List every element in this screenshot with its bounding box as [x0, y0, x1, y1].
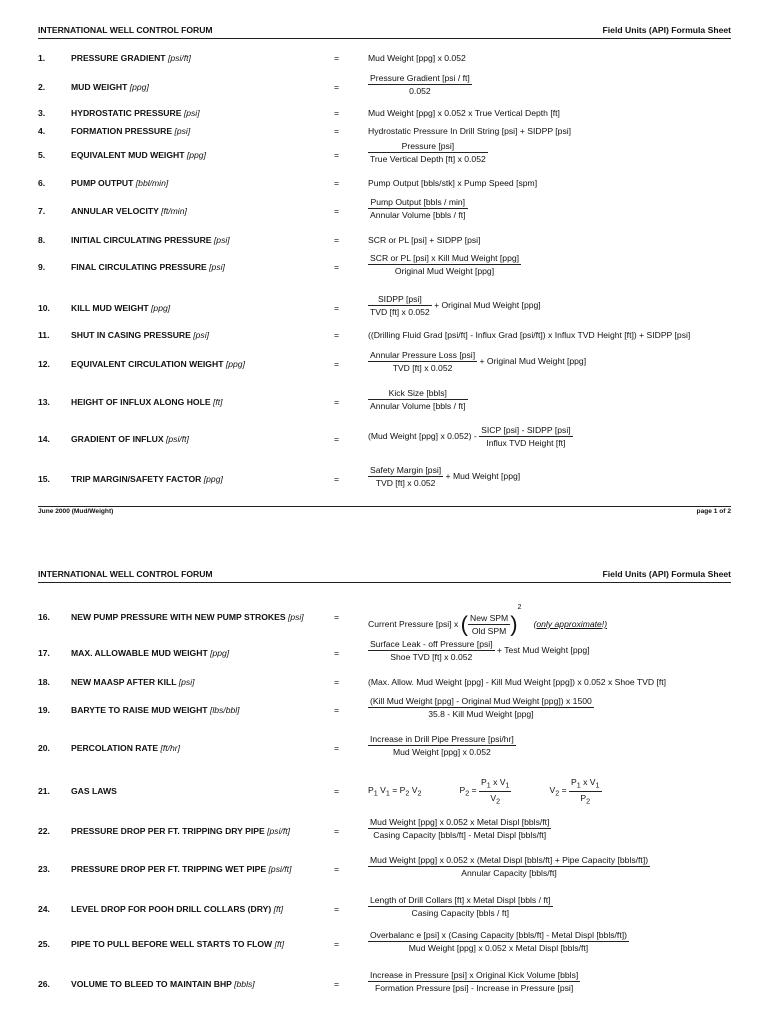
formula-number: 13.: [38, 397, 50, 407]
equals-sign: =: [334, 434, 340, 444]
denominator: Annular Volume [bbls / ft]: [370, 401, 466, 411]
formula-number: 4.: [38, 126, 46, 136]
formula-name: NEW MAASP AFTER KILL [psi]: [71, 677, 195, 687]
page-footer: [38, 506, 731, 519]
formula-name: PIPE TO PULL BEFORE WELL STARTS TO FLOW [ft]: [71, 939, 285, 949]
formula-name: TRIP MARGIN/SAFETY FACTOR [ppg]: [71, 474, 223, 484]
formula-name: EQUIVALENT MUD WEIGHT [ppg]: [71, 150, 206, 160]
formula-expression: [368, 970, 580, 993]
footer-date: June 2000 (Mud/Weight): [38, 508, 114, 515]
denominator: Mud Weight [ppg] x 0.052 x Metal Displ [bbls/ft]: [408, 943, 589, 953]
formula-unit: [ppg]: [151, 303, 171, 313]
formula-unit: [psi]: [213, 235, 230, 245]
formula-unit: [ppg]: [186, 150, 206, 160]
denominator: Casing Capacity [bbls/ft] - Metal Displ [bbls/ft]: [373, 830, 547, 840]
formula-number: 2.: [38, 82, 46, 92]
equals-sign: =: [334, 939, 340, 949]
numerator: Safety Margin [psi]: [370, 465, 442, 475]
denominator: Old SPM: [471, 626, 507, 637]
header-org: INTERNATIONAL WELL CONTROL FORUM: [38, 25, 213, 35]
equals-sign: =: [334, 705, 340, 715]
formula-expression: [368, 895, 553, 918]
equals-sign: =: [334, 82, 340, 92]
formula-unit: [psi]: [287, 612, 304, 622]
formula-name: SHUT IN CASING PRESSURE [psi]: [71, 330, 210, 340]
formula-number: 12.: [38, 359, 50, 369]
formula-number: 17.: [38, 648, 50, 658]
fraction: [368, 734, 516, 757]
equals-sign: =: [334, 864, 340, 874]
formula-name: PRESSURE DROP PER FT. TRIPPING DRY PIPE [psi/ft]: [71, 826, 291, 836]
formula-unit: [psi]: [174, 126, 191, 136]
denominator: TVD [ft] x 0.052: [375, 478, 436, 488]
fraction: [368, 696, 594, 719]
formula-expression: [368, 817, 551, 840]
denominator: [569, 792, 602, 806]
formula-unit: [ft]: [273, 904, 284, 914]
formula-number: 5.: [38, 150, 46, 160]
denominator: Formation Pressure [psi] - Increase in Pressure [psi]: [375, 983, 574, 993]
equals-sign: =: [334, 979, 340, 989]
formula-prefix: Current Pressure [psi] x: [368, 619, 461, 629]
formula-unit: [psi]: [183, 108, 200, 118]
formula-expression: [368, 425, 573, 448]
equals-sign: =: [334, 359, 340, 369]
equals-sign: =: [334, 303, 340, 313]
gas-v2: $V_2$ = $\frac{P_1 x V_1}{P_2}$: [549, 777, 600, 806]
paren-open: (: [460, 611, 468, 637]
formula-number: 23.: [38, 864, 50, 874]
denominator: 0.052: [409, 86, 431, 96]
equals-sign: =: [334, 150, 340, 160]
numerator: New SPM: [469, 613, 509, 624]
formula-name: ANNULAR VELOCITY [ft/min]: [71, 206, 187, 216]
formula-unit: [psi/ft]: [166, 434, 189, 444]
equals-sign: =: [334, 397, 340, 407]
formula-expression: SCR or PL [psi] + SIDPP [psi]: [368, 235, 481, 245]
formula-name: FORMATION PRESSURE [psi]: [71, 126, 191, 136]
denominator: 35.8 - Kill Mud Weight [ppg]: [428, 709, 534, 719]
formula-expression: [368, 777, 602, 805]
gas-expression: $V_2$: [549, 785, 560, 799]
page-2: [38, 568, 731, 583]
formula-number: 14.: [38, 434, 50, 444]
formula-unit: [psi]: [209, 262, 225, 272]
formula-name: EQUIVALENT CIRCULATION WEIGHT [ppg]: [71, 359, 245, 369]
formula-name: HYDROSTATIC PRESSURE [psi]: [71, 108, 200, 118]
denominator: Annular Capacity [bbls/ft]: [461, 868, 557, 878]
page-header: [38, 568, 731, 583]
formula-expression: [368, 855, 650, 878]
numerator: Mud Weight [ppg] x 0.052 x (Metal Displ [bbls/ft] + Pipe Capacity [bbls/ft]): [370, 855, 649, 865]
formula-unit: [psi/ft]: [268, 864, 292, 874]
fraction: [569, 777, 602, 805]
gas-expression: $P_2$: [580, 792, 591, 806]
numerator: [479, 777, 512, 792]
fraction: [368, 895, 553, 918]
formula-number: 26.: [38, 979, 50, 989]
gas-expression: $P_1$ $V_1 = P_2$ $V_2$: [368, 785, 422, 799]
equals-sign: =: [334, 904, 340, 914]
formula-expression: [368, 253, 521, 276]
formula-name: BARYTE TO RAISE MUD WEIGHT [lbs/bbl]: [71, 705, 240, 715]
formula-name: INITIAL CIRCULATING PRESSURE [psi]: [71, 235, 230, 245]
formula-name: PRESSURE DROP PER FT. TRIPPING WET PIPE [psi/ft]: [71, 864, 292, 874]
formula-name: FINAL CIRCULATING PRESSURE [psi]: [71, 262, 225, 272]
formula-name: MUD WEIGHT [ppg]: [71, 82, 149, 92]
formula-expression: Mud Weight [ppg] x 0.052: [368, 53, 466, 63]
numerator: Increase in Pressure [psi] x Original Kick Volume [bbls]: [370, 970, 579, 980]
numerator: Surface Leak - off Pressure [psi]: [370, 639, 493, 649]
formula-name: NEW PUMP PRESSURE WITH NEW PUMP STROKES [psi]: [71, 612, 304, 622]
fraction: [368, 930, 629, 953]
equals-sign: =: [334, 612, 340, 622]
formula-number: 10.: [38, 303, 50, 313]
formula-expression: Mud Weight [ppg] x 0.052 x True Vertical Depth [ft]: [368, 108, 560, 118]
formula-expression: [368, 294, 541, 317]
gas-expression: $P_1$ x $V_1$: [571, 777, 600, 790]
formula-name: LEVEL DROP FOR POOH DRILL COLLARS (DRY) [ft]: [71, 904, 284, 914]
numerator: Overbalanc e [psi] x (Casing Capacity [bbls/ft] - Metal Displ [bbls/ft]): [370, 930, 627, 940]
formula-number: 16.: [38, 612, 50, 622]
denominator: True Vertical Depth [ft] x 0.052: [370, 154, 486, 164]
formula-expression: [368, 388, 468, 411]
formula-prefix: (Mud Weight [ppg] x 0.052) -: [368, 430, 480, 441]
page-1-footer: [38, 506, 731, 519]
formula-unit: [ft]: [274, 939, 285, 949]
formula-expression: [368, 930, 629, 953]
formula-unit: [lbs/bbl]: [209, 705, 240, 715]
formula-number: 21.: [38, 786, 50, 796]
formula-expression: [368, 696, 594, 719]
numerator: SIDPP [psi]: [368, 294, 432, 306]
denominator: [479, 792, 512, 806]
fraction: [368, 253, 521, 276]
equals-sign: =: [334, 474, 340, 484]
numerator: SCR or PL [psi] x Kill Mud Weight [ppg]: [370, 253, 520, 263]
equals-sign: =: [334, 677, 340, 687]
formula-number: 24.: [38, 904, 50, 914]
numerator: Length of Drill Collars [ft] x Metal Displ [bbls / ft]: [370, 895, 551, 905]
formula-unit: [ppg]: [210, 648, 230, 658]
equals-sign: =: [334, 262, 340, 272]
formula-expression: ((Drilling Fluid Grad [psi/ft] - Influx Grad [psi/ft]) x Influx TVD Height [ft]) + SIDPP [psi]: [368, 330, 691, 340]
equals-sign: =: [334, 178, 340, 188]
equals-sign: =: [334, 53, 340, 63]
gas-expression: $P_2$: [459, 785, 470, 799]
formula-suffix: + Mud Weight [ppg]: [443, 470, 521, 481]
formula-unit: [psi/ft]: [267, 826, 291, 836]
formula-number: 20.: [38, 743, 50, 753]
approx-note: (only approximate!): [533, 619, 608, 629]
denominator: Casing Capacity [bbls / ft]: [411, 908, 509, 918]
formula-unit: [bbls]: [234, 979, 255, 989]
formula-number: 19.: [38, 705, 50, 715]
numerator: SICP [psi] - SIDPP [psi]: [481, 425, 571, 435]
fraction: [368, 294, 432, 317]
fraction: [368, 73, 472, 96]
denominator: TVD [ft] x 0.052: [370, 307, 430, 317]
header-org: INTERNATIONAL WELL CONTROL FORUM: [38, 569, 213, 579]
formula-suffix: + Original Mud Weight [ppg]: [431, 299, 541, 310]
numerator: Pressure Gradient [psi / ft]: [370, 73, 470, 83]
formula-unit: [ppg]: [129, 82, 149, 92]
denominator: Annular Volume [bbls / ft]: [370, 210, 466, 220]
fraction: [368, 970, 580, 993]
paren-close: ): [510, 611, 518, 637]
denominator: Mud Weight [ppg] x 0.052: [392, 747, 491, 757]
fraction: [368, 817, 551, 840]
page-1: [38, 24, 731, 39]
formula-number: 6.: [38, 178, 46, 188]
formula-number: 25.: [38, 939, 50, 949]
equals-sign: =: [334, 743, 340, 753]
equals-sign: =: [334, 108, 340, 118]
page-header: [38, 24, 731, 39]
formula-expression: [368, 734, 516, 757]
formula-expression: [368, 73, 472, 96]
formula-number: 15.: [38, 474, 50, 484]
fraction: [479, 425, 572, 448]
numerator: Pressure [psi]: [368, 141, 488, 153]
equals-sign: =: [334, 648, 340, 658]
equals-sign: =: [334, 206, 340, 216]
numerator: (Kill Mud Weight [ppg] - Original Mud Weight [ppg]) x 1500: [370, 696, 592, 706]
formula-expression: (Max. Allow. Mud Weight [ppg] - Kill Mud Weight [ppg]) x 0.052 x Shoe TVD [ft]: [368, 677, 667, 687]
fraction: [479, 777, 512, 805]
equals-sign: =: [334, 826, 340, 836]
numerator: Pump Output [bbls / min]: [368, 197, 468, 209]
formula-name: HEIGHT OF INFLUX ALONG HOLE [ft]: [71, 397, 223, 407]
formula-number: 8.: [38, 235, 46, 245]
formula-number: 22.: [38, 826, 50, 836]
fraction: [368, 465, 443, 488]
formula-unit: [psi]: [178, 677, 195, 687]
formula-expression: [368, 350, 586, 373]
formula-unit: [ft]: [212, 397, 223, 407]
numerator: Kick Size [bbls]: [368, 388, 468, 400]
numerator: Annular Pressure Loss [psi]: [370, 350, 476, 360]
formula-expression: [368, 197, 468, 220]
fraction: [368, 639, 495, 662]
formula-expression: Pump Output [bbls/stk] x Pump Speed [spm]: [368, 178, 538, 188]
fraction: [468, 613, 510, 636]
formula-name: KILL MUD WEIGHT [ppg]: [71, 303, 171, 313]
formula-name: PERCOLATION RATE [ft/hr]: [71, 743, 181, 753]
formula-expression: Hydrostatic Pressure In Drill String [psi] + SIDPP [psi]: [368, 126, 572, 136]
denominator: Shoe TVD [ft] x 0.052: [390, 652, 473, 662]
formula-expression: [368, 465, 520, 488]
formula-unit: [ft/min]: [161, 206, 187, 216]
formula-expression: [368, 603, 607, 636]
formula-suffix: + Original Mud Weight [ppg]: [477, 355, 587, 366]
fraction: [368, 855, 650, 878]
equals-sign: =: [334, 126, 340, 136]
denominator: TVD [ft] x 0.052: [392, 363, 453, 373]
gas-expression: $P_1$ x $V_1$: [480, 777, 510, 790]
fraction: [368, 197, 468, 220]
formula-number: 7.: [38, 206, 46, 216]
formula-number: 1.: [38, 53, 46, 63]
equals-sign: =: [334, 330, 340, 340]
numerator: Increase in Drill Pipe Pressure [psi/hr]: [370, 734, 514, 744]
formula-name: GRADIENT OF INFLUX [psi/ft]: [71, 434, 189, 444]
formula-name: GAS LAWS: [71, 786, 117, 796]
gas-expression: $V_2$: [490, 792, 501, 806]
formula-name: VOLUME TO BLEED TO MAINTAIN BHP [bbls]: [71, 979, 255, 989]
gas-p2: $P_2$ = $\frac{P_1 x V_1}{V_2}$: [459, 777, 510, 806]
denominator: Original Mud Weight [ppg]: [394, 266, 495, 276]
equals-sign: =: [334, 235, 340, 245]
fraction: [368, 141, 488, 164]
equals-sign: =: [334, 786, 340, 796]
formula-unit: [psi]: [193, 330, 210, 340]
denominator: Influx TVD Height [ft]: [486, 438, 566, 448]
exponent: 2: [517, 603, 522, 611]
header-sheet-title: Field Units (API) Formula Sheet: [602, 25, 731, 35]
footer-page: page 1 of 2: [696, 508, 731, 515]
formula-number: 3.: [38, 108, 46, 118]
formula-number: 11.: [38, 330, 50, 340]
formula-unit: [psi/ft]: [167, 53, 191, 63]
formula-name: PUMP OUTPUT [bbl/min]: [71, 178, 169, 188]
formula-expression: [368, 639, 590, 662]
header-sheet-title: Field Units (API) Formula Sheet: [602, 569, 731, 579]
formula-name: MAX. ALLOWABLE MUD WEIGHT [ppg]: [71, 648, 230, 658]
fraction: [368, 388, 468, 411]
formula-number: 9.: [38, 262, 46, 272]
formula-unit: [ppg]: [203, 474, 223, 484]
formula-expression: [368, 141, 488, 164]
formula-number: 18.: [38, 677, 50, 687]
numerator: [569, 777, 602, 792]
formula-name: PRESSURE GRADIENT [psi/ft]: [71, 53, 191, 63]
formula-unit: [ppg]: [225, 359, 245, 369]
fraction: [368, 350, 477, 373]
numerator: Mud Weight [ppg] x 0.052 x Metal Displ [bbls/ft]: [370, 817, 550, 827]
formula-suffix: + Test Mud Weight [ppg]: [494, 644, 590, 655]
formula-unit: [ft/hr]: [160, 743, 181, 753]
formula-unit: [bbl/min]: [135, 178, 169, 188]
